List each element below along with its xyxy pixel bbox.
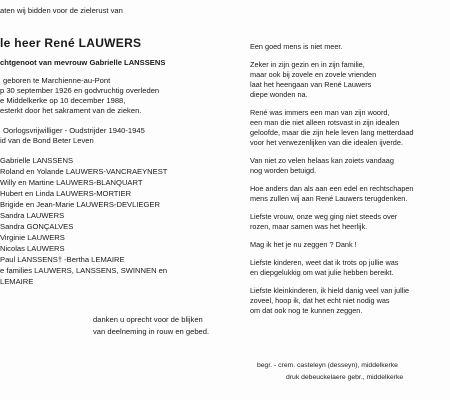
family-member: Brigide en Jean-Marie LAUWERS-DEVLIEGER [0, 200, 160, 209]
poem-line: om dat ook nog te kunnen zeggen. [250, 306, 363, 315]
left-panel [0, 0, 222, 400]
poem-line: maar ook bij zovele en zovele vrienden [250, 70, 377, 79]
family-member: LEMAIRE [0, 277, 34, 286]
poem-line: Liefste vrouw, onze weg ging niet steeds over [250, 212, 398, 221]
war-line: Oorlogsvrijwilliger - Oudstrijder 1940-1945 [3, 126, 145, 135]
right-panel [230, 0, 450, 400]
poem-line: voor het verwezenlijken van die idealen ijverde. [250, 138, 403, 147]
poem-line: geloofde, maar die zijn hele leven lang metterdaad [250, 128, 414, 137]
deceased-name: le heer René LAUWERS [0, 36, 142, 50]
birth-place: geboren te Marchienne-au-Pont [3, 76, 111, 85]
family-member: Hubert en Linda LAUWERS-MORTIER [0, 189, 132, 198]
poem-line: Zeker in zijn gezin en in zijn familie, [250, 60, 365, 69]
family-member: Virginie LAUWERS [0, 233, 65, 242]
poem-line: Van niet zo velen helaas kan zoiets vandaag [250, 156, 394, 165]
poem-line: mens zullen wij aan René Lauwers terugdenken. [250, 194, 408, 203]
family-member: Sandra GONÇALVES [0, 222, 74, 231]
family-member: Nicolas LAUWERS [0, 244, 65, 253]
poem-line: zoveel, hoop ik, dat het echt niet nodig was [250, 296, 390, 305]
membership-line: id van de Bond Beter Leven [0, 136, 94, 145]
poem-line: Mag ik het je nu zeggen ? Dank ! [250, 240, 357, 249]
thanks-line: van deelneming in rouw en gebed. [93, 327, 210, 336]
poem-line: René was immers een man van zijn woord, [250, 108, 390, 117]
spouse-line: chtgenoot van mevrouw Gabrielle LANSSENS [0, 58, 166, 67]
poem-line: een man die niet alleen rotsvast in zijn idealen [250, 118, 400, 127]
death-place: e Middelkerke op 10 december 1988, [0, 96, 126, 105]
family-member: Sandra LAUWERS [0, 211, 65, 220]
family-member: Roland en Yolande LAUWERS-VANCRAEYNEST [0, 167, 168, 176]
poem-line: diepe wonden na. [250, 90, 308, 99]
sacrament-line: esterkt door het sakrament van de zieken. [0, 106, 142, 115]
family-member: e families LAUWERS, LANSSENS, SWINNEN en [0, 266, 168, 275]
family-member: Willy en Martine LAUWERS-BLANQUART [0, 178, 143, 187]
birth-date: p 30 september 1926 en godvruchtig overleden [0, 86, 160, 95]
poem-line: Een goed mens is niet meer. [250, 42, 343, 51]
poem-line: en diepgelukkig om wat julie hebben bereikt. [250, 268, 394, 277]
thanks-line: danken u oprecht voor de blijken [93, 315, 203, 324]
poem-line: nog worden betuigd. [250, 166, 317, 175]
undertaker-credit: begr. - crem. casteleyn (desseyn), middelkerke [257, 362, 398, 369]
poem-line: rozen, maar samen was het heerlijk. [250, 222, 368, 231]
poem-line: Liefste kinderen, weet dat ik trots op jullie was [250, 258, 399, 267]
intro-line: aten wij bidden voor de zielerust van [0, 6, 123, 15]
printer-credit: druk debeuckelaere gebr., middelkerke [286, 374, 404, 381]
family-member: Gabrielle LANSSENS [0, 156, 74, 165]
poem-line: Hoe anders dan als aan een edel en rechtschapen [250, 184, 414, 193]
poem-line: Liefste kleinkinderen, ik hield danig veel van jullie [250, 286, 410, 295]
poem-line: laat het heengaan van René Lauwers [250, 80, 372, 89]
family-member: Paul LANSSENS† -Bertha LEMAIRE [0, 255, 125, 264]
